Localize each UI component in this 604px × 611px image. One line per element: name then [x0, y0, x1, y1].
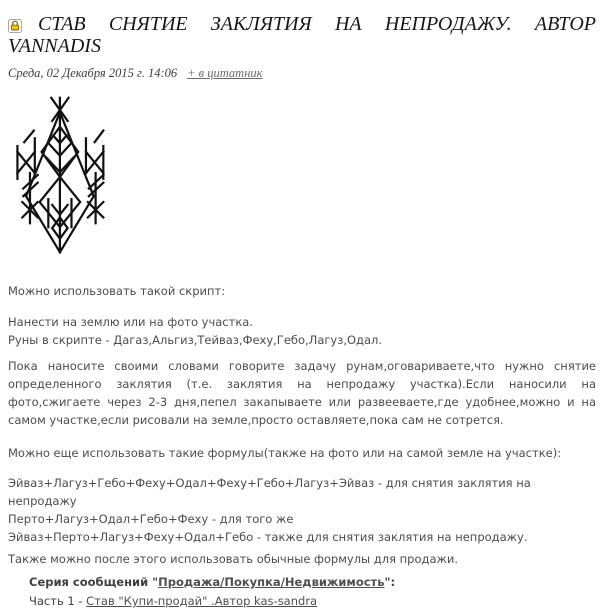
post-body: [8, 282, 596, 568]
post-title: [8, 13, 596, 57]
formula-line: Эйваз+Лагуз+Гебо+Феху+Одал+Феху+Гебо+Лагуз+Эйваз - для снятия заклятия на непродажу: [8, 476, 531, 508]
series-part-label: Часть 1 -: [29, 594, 87, 608]
series-title-suffix: ":: [384, 575, 396, 589]
paragraph-steps: [8, 313, 596, 349]
post-meta: [8, 66, 596, 81]
formula-line: Эйваз+Перто+Лагуз+Феху+Одал+Гебо - также для снятия заклятия на непродажу.: [8, 530, 528, 544]
post-series-block: [29, 573, 596, 611]
post-title-line2: VANNADIS: [8, 35, 101, 57]
paragraph-intro: Можно использовать такой скрипт:: [8, 284, 226, 298]
step-line-1: Нанести на землю или на фото участка.: [8, 315, 253, 329]
formula-line: Перто+Лагуз+Одал+Гебо+Феху - для того же: [8, 512, 294, 526]
paragraph-formulas: [8, 474, 596, 546]
paragraph-formulas-intro: Можно еще использовать такие формулы(также на фото или на самой земле на участке):: [8, 446, 562, 460]
series-title-prefix: Серия сообщений ": [29, 575, 159, 589]
post-date: Среда, 02 Декабря 2015 г. 14:06: [8, 66, 178, 80]
series-title: [29, 573, 596, 592]
series-category-link[interactable]: Продажа/Покупка/Недвижимость: [158, 575, 385, 589]
rune-stave-image: [10, 92, 132, 258]
post-title-line1: СТАВ СНЯТИЕ ЗАКЛЯТИЯ НА НЕПРОДАЖУ. АВТОР: [38, 13, 596, 35]
series-part-row: [29, 592, 596, 611]
lock-icon: [8, 16, 22, 30]
paragraph-outro: Также можно после этого использовать обычные формулы для продажи.: [8, 552, 458, 566]
series-part-link[interactable]: Став "Купи-продай" .Автор kas-sandra: [86, 594, 318, 608]
add-to-quotes-link[interactable]: + в цитатник: [187, 66, 263, 80]
paragraph-usage: Пока наносите своими словами говорите задачу рунам,оговариваете,что нужно снятие определенного заклятия (т.е. заклятия на непродажу участка).Если наносили на фото,сжигаете через 2-3 дня,пепел закапываете или развееваете,где удобнее,можно и на самом участке,если рисовали на земле,просто оставляете,пока сам не сотрется.: [8, 359, 596, 427]
step-line-2: Руны в скрипте - Дагаз,Альгиз,Тейваз,Феху,Гебо,Лагуз,Одал.: [8, 333, 383, 347]
